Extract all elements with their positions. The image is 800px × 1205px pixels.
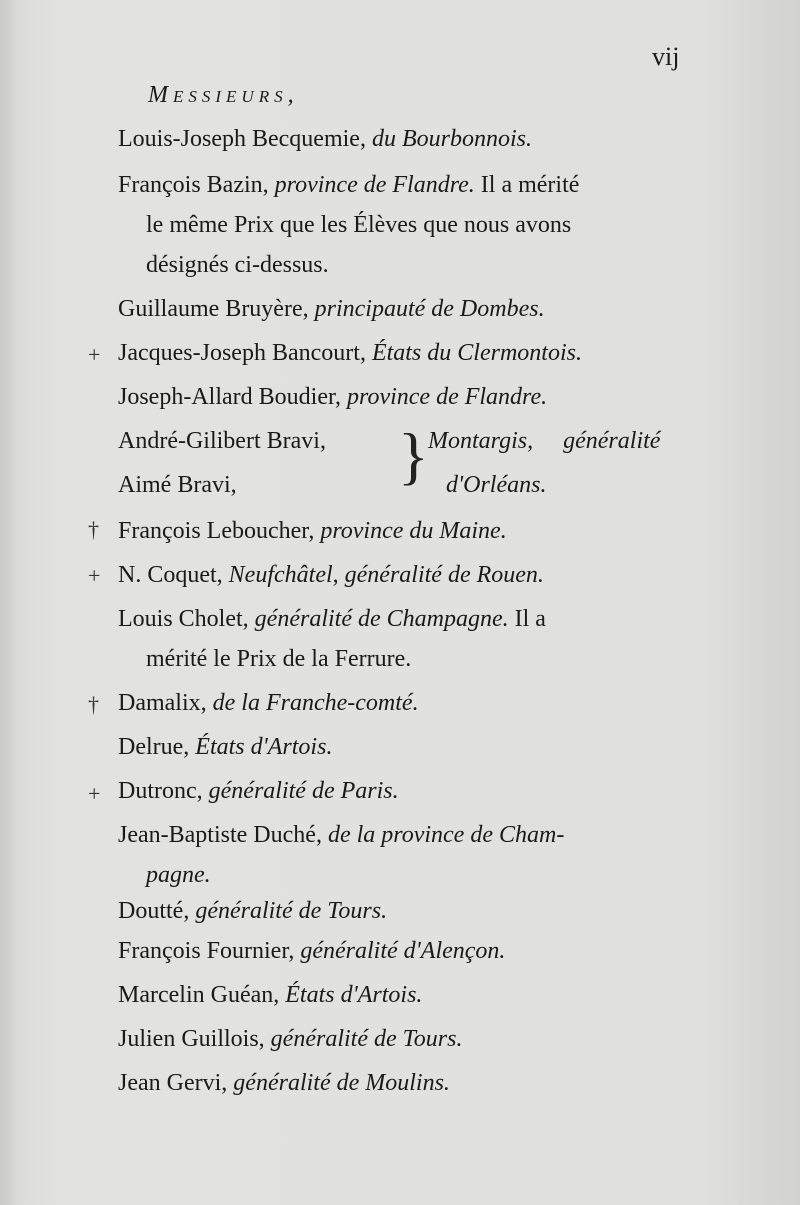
- entry: Delrue, États d'Artois.: [118, 734, 333, 760]
- entry-place: principauté de Dombes.: [314, 296, 545, 322]
- entry-place-part: Montargis: [428, 428, 528, 454]
- entry: Jean-Baptiste Duché, de la province de Cham-: [118, 822, 565, 848]
- entry: Guillaume Bruyère, principauté de Dombes.: [118, 296, 545, 322]
- entry: Jean Gervi, généralité de Moulins.: [118, 1070, 450, 1096]
- entry-place: de la Franche-comté.: [212, 690, 419, 716]
- entry-name: Louis Cholet: [118, 606, 243, 632]
- entry-place: du Bourbonnois.: [371, 126, 532, 152]
- entry: François Bazin, province de Flandre. Il a mérité: [118, 172, 580, 198]
- entry: François Fournier, généralité d'Alençon.: [118, 938, 506, 964]
- entry: Julien Guillois, généralité de Tours.: [118, 1026, 463, 1052]
- entry: Damalix, de la Franche-comté.: [118, 690, 419, 716]
- entry-name: François Fournier: [118, 938, 289, 964]
- entry-place: d'Orléans.: [446, 472, 547, 498]
- entry-place: généralité de Tours.: [270, 1026, 463, 1052]
- entry-name: Joseph-Allard Boudier: [118, 384, 335, 410]
- entry: Dutronc, généralité de Paris.: [118, 778, 399, 804]
- entry: Aimé Bravi,: [118, 472, 237, 498]
- heading: Messieurs,: [148, 82, 299, 108]
- entry-place-2: généralité de Rouen.: [344, 562, 544, 588]
- entry-place: Neufchâtel: [228, 562, 333, 588]
- entry-name: Guillaume Bruyère: [118, 296, 303, 322]
- entry-name: André-Gilibert Bravi: [118, 428, 320, 454]
- entry-place: province de Flandre.: [274, 172, 475, 198]
- margin-mark: †: [88, 692, 99, 717]
- margin-mark: +: [88, 563, 101, 588]
- entry: André-Gilibert Bravi,: [118, 428, 326, 454]
- entry-place: province du Maine.: [320, 518, 507, 544]
- entry-place: de la province de Cham-: [327, 822, 565, 848]
- entry-place: États d'Artois.: [285, 982, 423, 1008]
- entry-name: Doutté: [118, 898, 184, 924]
- entry-note: Il a: [514, 606, 546, 632]
- entry-line: pagne.: [146, 862, 211, 888]
- entry-name: Aimé Bravi: [118, 472, 231, 498]
- entry-name: Jean-Baptiste Duché: [118, 822, 316, 848]
- margin-mark: †: [88, 517, 99, 542]
- entry: Jacques-Joseph Bancourt, États du Clermontois.: [118, 340, 582, 366]
- entry: Marcelin Guéan, États d'Artois.: [118, 982, 423, 1008]
- entry-name: François Bazin: [118, 172, 263, 198]
- entry-name: Dutronc: [118, 778, 197, 804]
- brace: }: [398, 420, 429, 491]
- page-number: vij: [652, 42, 680, 71]
- entry-line: le même Prix que les Élèves que nous avons: [146, 212, 572, 238]
- entry-name: Damalix: [118, 690, 201, 716]
- entry-place: Montargis, généralité: [428, 428, 661, 454]
- entry-place: généralité de Tours.: [195, 898, 388, 924]
- margin-mark: +: [88, 342, 101, 367]
- entry-name: N. Coquet: [118, 562, 217, 588]
- entry-place: généralité de Champagne.: [254, 606, 509, 632]
- entry-line: désignés ci-dessus.: [146, 252, 329, 278]
- entry: N. Coquet, Neufchâtel, généralité de Rouen.: [118, 562, 544, 588]
- entry-name: Louis-Joseph Becquemie: [118, 126, 360, 152]
- entry: Doutté, généralité de Tours.: [118, 898, 388, 924]
- entry-name: Jacques-Joseph Bancourt: [118, 340, 360, 366]
- entry: Joseph-Allard Boudier, province de Flandre.: [118, 384, 548, 410]
- entry-name: François Leboucher: [118, 518, 309, 544]
- entry-place: États d'Artois.: [195, 734, 333, 760]
- entry-name: Julien Guillois: [118, 1026, 259, 1052]
- entry-place-part: généralité: [563, 428, 661, 454]
- entry-place: généralité de Paris.: [208, 778, 399, 804]
- entry-line: mérité le Prix de la Ferrure.: [146, 646, 412, 672]
- entry-name: Delrue: [118, 734, 184, 760]
- entry-place: généralité de Moulins.: [233, 1070, 450, 1096]
- entry: Louis-Joseph Becquemie, du Bourbonnois.: [118, 126, 532, 152]
- entry: François Leboucher, province du Maine.: [118, 518, 507, 544]
- margin-mark: +: [88, 781, 101, 806]
- entry-name: Marcelin Guéan: [118, 982, 274, 1008]
- entry-place: province de Flandre.: [347, 384, 548, 410]
- entry: Louis Cholet, généralité de Champagne. Il a: [118, 606, 546, 632]
- entry-place: États du Clermontois.: [371, 340, 582, 366]
- entry-note: Il a mérité: [480, 172, 580, 198]
- entry-place: généralité d'Alençon.: [300, 938, 506, 964]
- entry-name: Jean Gervi: [118, 1070, 222, 1096]
